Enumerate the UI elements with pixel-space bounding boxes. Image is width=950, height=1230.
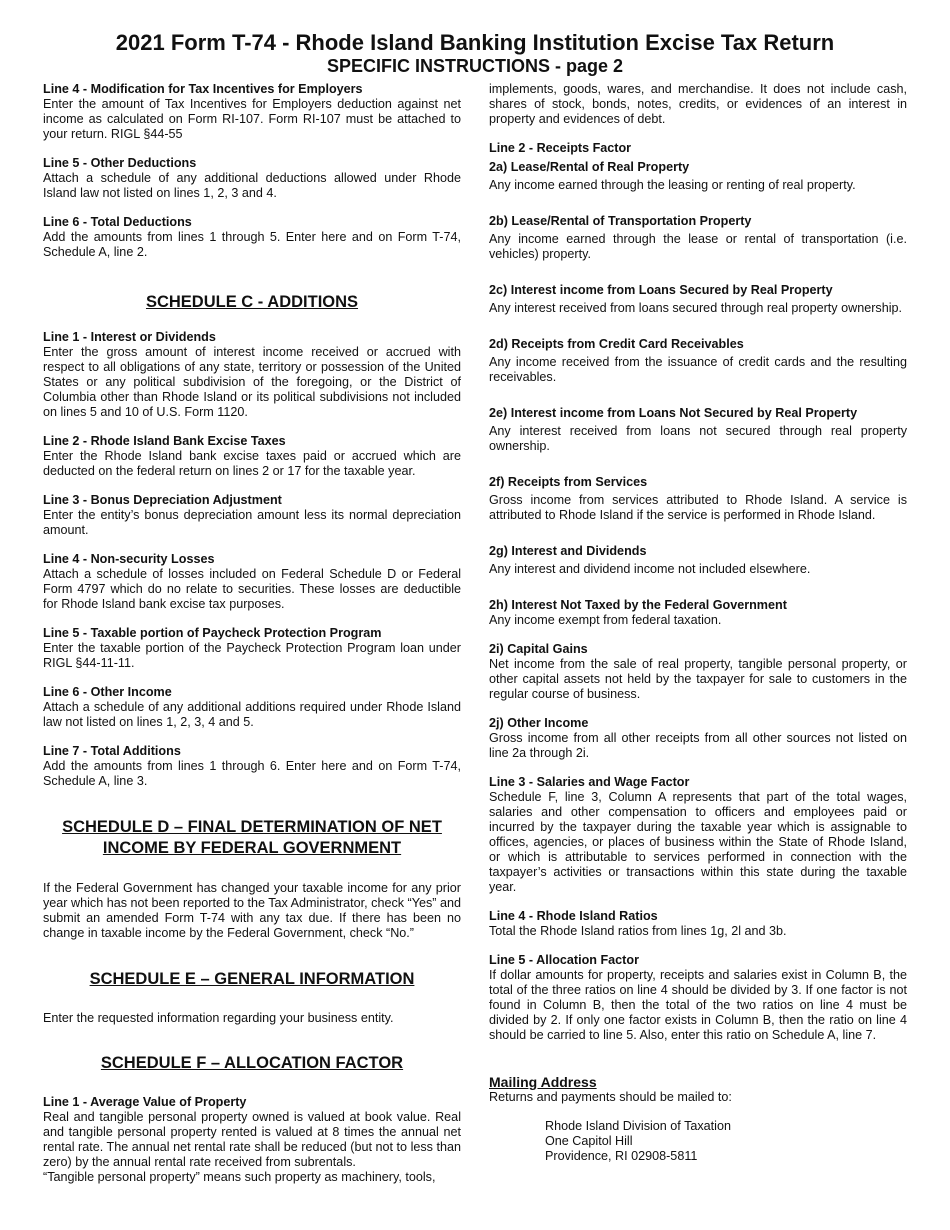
address-line: One Capitol Hill — [545, 1134, 633, 1148]
section-heading: Line 2 - Receipts Factor — [489, 141, 632, 155]
section-heading: Line 4 - Non-security Losses — [43, 552, 215, 566]
section-text: If dollar amounts for property, receipts and salaries exist in Column B, the total of the three ratios on line 4 should be divided by 3. If one factor is not found in Column B, then the total of the two ratios on line 4 must be divided by 2. If only one factor exists in Column B, then the ratio on line 4 should be carried to line 5. Also, enter this ratio on Schedule A, line 7. — [489, 968, 907, 1042]
page-title: 2021 Form T-74 - Rhode Island Banking Institution Excise Tax Return — [115, 30, 835, 55]
section-heading: 2i) Capital Gains — [489, 642, 588, 656]
address-line: Providence, RI 02908-5811 — [545, 1149, 698, 1163]
section-text: Add the amounts from lines 1 through 5. Enter here and on Form T-74, Schedule A, line 2. — [43, 230, 461, 259]
section-text: Enter the requested information regarding your business entity. — [43, 1011, 394, 1025]
section-heading: Line 2 - Rhode Island Bank Excise Taxes — [43, 434, 286, 448]
section-heading: Line 7 - Total Additions — [43, 744, 181, 758]
section-text: Enter the Rhode Island bank excise taxes paid or accrued which are deducted on the federal return on lines 2 or 17 for the taxable year. — [43, 449, 461, 478]
section-heading: Line 1 - Average Value of Property — [43, 1095, 247, 1109]
section-text: Any income earned through the leasing or renting of real property. — [489, 178, 856, 192]
section-text: Attach a schedule of any additional deductions allowed under Rhode Island law not listed on lines 1, 2, 3 and 4. — [43, 171, 461, 200]
section-heading: Line 1 - Interest or Dividends — [43, 330, 216, 344]
section-heading: Line 3 - Bonus Depreciation Adjustment — [43, 493, 282, 507]
schedule-d-heading-2: INCOME BY FEDERAL GOVERNMENT — [102, 839, 402, 857]
schedule-e-heading: SCHEDULE E – GENERAL INFORMATION — [89, 970, 415, 988]
section-text: Any income exempt from federal taxation. — [489, 613, 722, 627]
section-heading: 2f) Receipts from Services — [489, 475, 648, 489]
section-text: Add the amounts from lines 1 through 6. Enter here and on Form T-74, Schedule A, line 3. — [43, 759, 461, 788]
right-column — [489, 82, 907, 1164]
schedule-d-heading-1: SCHEDULE D – FINAL DETERMINATION OF NET — [62, 818, 442, 836]
section-text: Enter the gross amount of interest income received or accrued with respect to all obligations of any state, territory or possession of the United States or any political subdivision of the foregoing, or the District of Columbia other than Rhode Island or its political subdivisions not included on lines 5 and 10 of U.S. Form 1120. — [43, 345, 461, 419]
section-text: Schedule F, line 3, Column A represents that part of the total wages, salaries and other compensation to officers and employees paid or incurred by the taxpayer during the taxable year which is assignable to offices, agencies, or places of business within the State of Rhode Island, or which is attributable to services performed in connection with the taxpayer’s activities or transactions within this state during the taxable year. — [489, 790, 907, 894]
section-text: Enter the amount of Tax Incentives for Employers deduction against net income as calculated on Form RI-107. Form RI-107 must be attached to your return. RIGL §44-55 — [43, 97, 461, 141]
section-text: Real and tangible personal property owned is valued at book value. Real and tangible personal property rented is valued at 8 times the annual net rental rate. The annual net rental rate shall be reduced (but not to less than zero) by the annual rental rate received from subrentals. — [43, 1110, 461, 1169]
section-heading: 2a) Lease/Rental of Real Property — [489, 160, 690, 174]
schedule-f-heading: SCHEDULE F – ALLOCATION FACTOR — [100, 1054, 404, 1072]
section-text: Attach a schedule of losses included on Federal Schedule D or Federal Form 4797 which do no relate to securities. These losses are deductible for Rhode Island bank excise tax purposes. — [43, 567, 461, 611]
section-text: Any interest received from loans not secured through real property ownership. — [489, 424, 907, 453]
section-text: Gross income from services attributed to Rhode Island. A service is attributed to Rhode Island if the service is performed in Rhode Island. — [489, 493, 907, 522]
mailing-text: Returns and payments should be mailed to: — [489, 1090, 732, 1104]
section-text: Net income from the sale of real property, tangible personal property, or other capital assets not held by the taxpayer for sale to customers in the regular course of business. — [489, 657, 907, 701]
section-heading: Line 5 - Allocation Factor — [489, 953, 639, 967]
section-text: Enter the taxable portion of the Paycheck Protection Program loan under RIGL §44-11-11. — [43, 641, 461, 670]
section-heading: 2d) Receipts from Credit Card Receivables — [489, 337, 744, 351]
schedule-c-heading: SCHEDULE C - ADDITIONS — [145, 293, 359, 311]
section-text: “Tangible personal property” means such property as machinery, tools, — [43, 1170, 436, 1184]
section-heading: Line 5 - Taxable portion of Paycheck Protection Program — [43, 626, 382, 640]
section-text: Enter the entity’s bonus depreciation amount less its normal depreciation amount. — [43, 508, 461, 537]
section-text: If the Federal Government has changed your taxable income for any prior year which has not been reported to the Tax Administrator, check “Yes” and submit an amended Form T-74 with any tax due. If there has been no change in taxable income by the Federal Government, check “No.” — [43, 881, 461, 940]
mailing-address-heading: Mailing Address — [489, 1074, 597, 1090]
section-heading: 2g) Interest and Dividends — [489, 544, 647, 558]
mailing-address — [545, 1119, 907, 1164]
section-text: Gross income from all other receipts from all other sources not listed on line 2a through 2i. — [489, 731, 907, 760]
section-text: Any interest received from loans secured through real property ownership. — [489, 301, 903, 315]
section-heading: Line 5 - Other Deductions — [43, 156, 197, 170]
section-text: Any interest and dividend income not included elsewhere. — [489, 562, 811, 576]
address-line: Rhode Island Division of Taxation — [545, 1119, 731, 1133]
section-heading: Line 4 - Modification for Tax Incentives for Employers — [43, 82, 363, 96]
section-heading: 2c) Interest income from Loans Secured by Real Property — [489, 283, 833, 297]
left-column — [43, 82, 461, 1185]
section-heading: 2b) Lease/Rental of Transportation Property — [489, 214, 752, 228]
page-subtitle: SPECIFIC INSTRUCTIONS - page 2 — [326, 56, 624, 76]
section-heading: 2h) Interest Not Taxed by the Federal Government — [489, 598, 787, 612]
section-heading: 2j) Other Income — [489, 716, 589, 730]
section-text: Total the Rhode Island ratios from lines 1g, 2l and 3b. — [489, 924, 787, 938]
section-text: Attach a schedule of any additional additions required under Rhode Island law not listed on lines 1, 2, 3, 4 and 5. — [43, 700, 461, 729]
section-heading: 2e) Interest income from Loans Not Secured by Real Property — [489, 406, 858, 420]
section-heading: Line 6 - Total Deductions — [43, 215, 192, 229]
section-heading: Line 4 - Rhode Island Ratios — [489, 909, 658, 923]
section-text: implements, goods, wares, and merchandise. It does not include cash, shares of stock, bonds, notes, credits, or evidences of an interest in property and evidences of debt. — [489, 82, 907, 126]
section-heading: Line 6 - Other Income — [43, 685, 172, 699]
section-text: Any income earned through the lease or rental of transportation (i.e. vehicles) property. — [489, 232, 907, 261]
section-heading: Line 3 - Salaries and Wage Factor — [489, 775, 690, 789]
section-text: Any income received from the issuance of credit cards and the resulting receivables. — [489, 355, 907, 384]
